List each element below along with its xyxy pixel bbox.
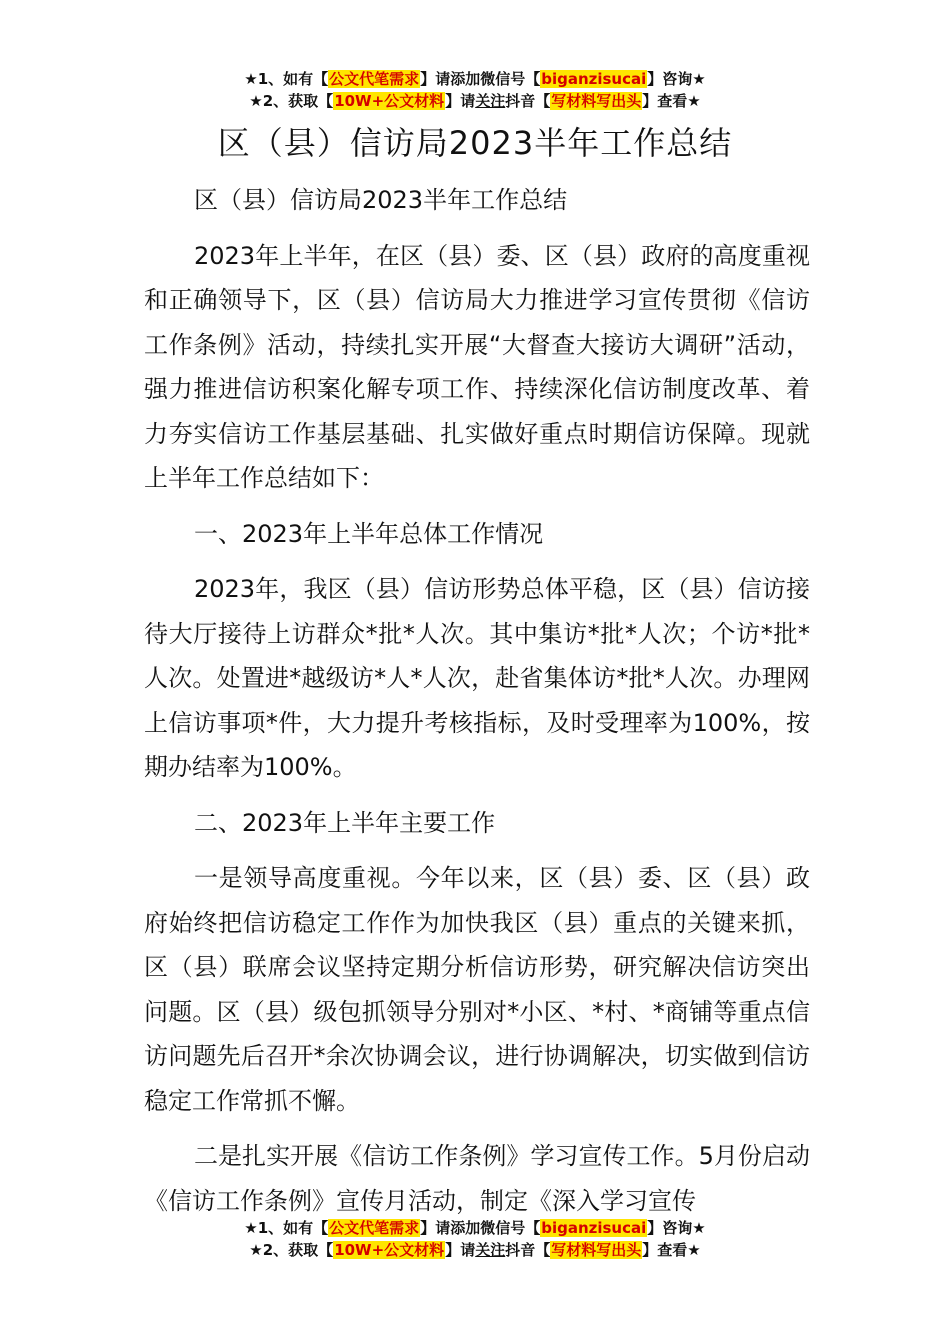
paragraph-subtitle: 区（县）信访局2023半年工作总结	[194, 186, 568, 214]
heading-section-1: 一、2023年上半年总体工作情况	[194, 519, 544, 548]
paragraph-intro: 2023年上半年，在区（县）委、区（县）政府的高度重视和正确领导下，区（县）信访局大力推进学习宣传贯彻《信访工作条例》活动，持续扎实开展“大督查大接访大调研”活动，强力推进信访积案化解专项工作、持续深化信访制度改革、着力夯实信访工作基层基础、扎实做好重点时期信访保障。现就上半年工作总结如下：	[144, 241, 810, 492]
highlight-douyin-account: 写材料写出头	[551, 92, 642, 110]
highlight-wechat-id: biganzisucai	[541, 70, 647, 88]
highlight-materials: 10W+公文材料	[334, 1241, 445, 1259]
highlight-douyin-account: 写材料写出头	[551, 1241, 642, 1259]
paragraph-overall-situation: 2023年，我区（县）信访形势总体平稳，区（县）信访接待大厅接待上访群众*批*人次。其中集访*批*人次；个访*批*人次。处置进*越级访*人*人次，赴省集体访*批*人次。办理网上信访事项*件，大力提升考核指标，及时受理率为100%，按期办结率为100%。	[144, 575, 810, 781]
promo-line-2: ★2、获取【10W+公文材料】请关注抖音【写材料写出头】查看★	[249, 1241, 701, 1259]
follow-text: 关注	[475, 1241, 506, 1259]
heading-section-2: 二、2023年上半年主要工作	[194, 808, 496, 837]
document-body	[144, 178, 810, 1234]
highlight-materials: 10W+公文材料	[334, 92, 445, 110]
paragraph-leadership: 一是领导高度重视。今年以来，区（县）委、区（县）政府始终把信访稳定工作作为加快我区（县）重点的关键来抓，区（县）联席会议坚持定期分析信访形势，研究解决信访突出问题。区（县）级包抓领导分别对*小区、*村、*商铺等重点信访问题先后召开*余次协调会议，进行协调解决，切实做到信访稳定工作常抓不懈。	[144, 864, 810, 1115]
paragraph-regulation-study: 二是扎实开展《信访工作条例》学习宣传工作。5月份启动《信访工作条例》宣传月活动，制定《深入学习宣传	[144, 1142, 810, 1215]
highlight-writing-service: 公文代笔需求	[329, 1219, 420, 1237]
promo-line-1: ★1、如有【公文代笔需求】请添加微信号【biganzisucai】咨询★	[244, 70, 706, 88]
document-title: 区（县）信访局2023半年工作总结	[217, 124, 733, 162]
follow-text: 关注	[475, 92, 506, 110]
promo-line-1: ★1、如有【公文代笔需求】请添加微信号【biganzisucai】咨询★	[244, 1219, 706, 1237]
highlight-writing-service: 公文代笔需求	[329, 70, 420, 88]
promo-banner-bottom	[0, 1217, 950, 1261]
promo-line-2: ★2、获取【10W+公文材料】请关注抖音【写材料写出头】查看★	[249, 92, 701, 110]
highlight-wechat-id: biganzisucai	[541, 1219, 647, 1237]
promo-banner-top	[0, 68, 950, 112]
